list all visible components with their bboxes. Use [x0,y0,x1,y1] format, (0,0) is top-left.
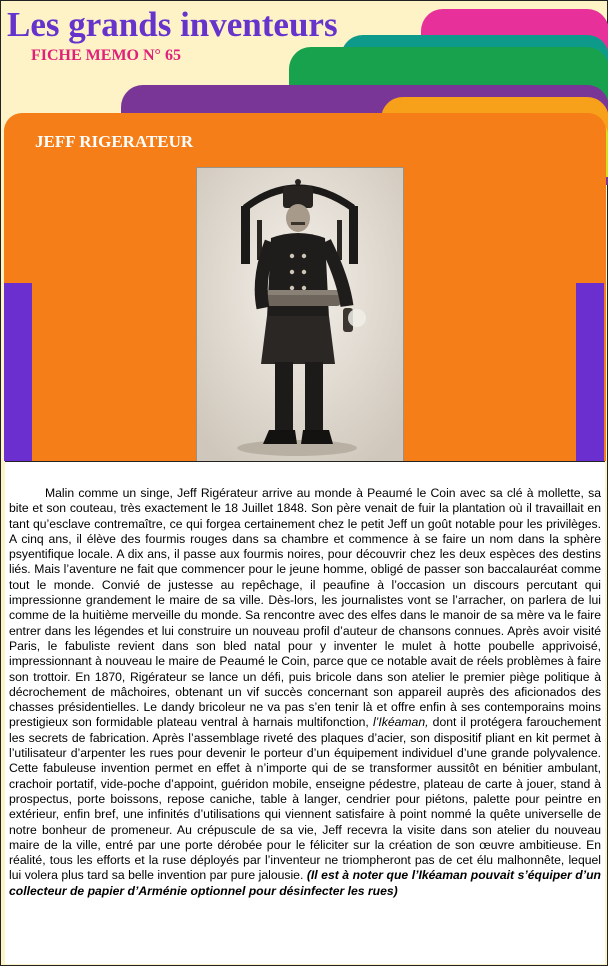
inventor-portrait [196,167,404,465]
right-violet-band [576,283,604,461]
article-body [9,486,601,899]
memo-number: FICHE MEMO N° 65 [31,47,181,64]
inventor-portrait-image [197,168,403,464]
article-note: (Il est à noter que l’Ikéaman pouvait s’équiper d’un collecteur de papier d’Arménie optionnel pour désinfecter les rues) [9,868,601,898]
article-box [5,461,605,964]
article-part-1: Malin comme un singe, Jeff Rigérateur arrive au monde à Peaumé le Coin avec sa clé à mollette, sa bite et son couteau, très exactement le 18 Juillet 1848. Son père venait de fuir la plantation où il travaillait en tant qu’esclave contremaître, ce qui forgea certainement chez le petit Jeff un goût notable pour les privilèges. A cinq ans, il élève des fourmis rouges dans sa chambre et commence à se faire un nom dans la sphère psyentifique locale. A dix ans, il passe aux fourmis noires, pour découvrir chez les deux espèces des destins liés. Mais l’aventure ne fait que commencer pour le jeune homme, obligé de passer son baccalauréat comme tout le monde. Convié de justesse au repêchage, il peaufine à l’occasion un discours percutant qui impressionne grandement le maire de sa ville. Dès-lors, les journalistes vont se l’arracher, on parlera de lui comme de la huitième merveille du monde. Sa rencontre avec des elfes dans le manoir de sa mère va le faire entrer dans les légendes et lui construire un nouveau profil d’auteur de chansons connues. Après avoir visité Paris, le fabuliste revient dans son bled natal pour y inventer le mulet à hotte poubelle apprivoisé, impressionnant à nouveau le maire de Peaumé le Coin, parce que ce notable avait de réels problèmes à faire son trottoir. En 1870, Rigérateur se lance un défi, puis bricole dans son atelier le premier piège politique à décrochement de mâchoires, obtenant un vif succès concernant son appareil auprès des aficionados des chasses présidentielles. Le dandy bricoleur ne va pas s’en tenir là et offre enfin à ses contemporains moins prestigieux son formidable plateau ventral à harnais multifonction, [9,486,601,730]
inventor-name: JEFF RIGERATEUR [35,132,194,151]
article-part-2: dont il protégera farouchement les secrets de fabrication. Après l’assemblage riveté des plaques d’acier, son dispositif pliant en kit permet à l’utilisateur d’arpenter les rues pour devenir le porteur d’un équipement individuel d’une grande polyvalence. Cette fabuleuse invention permet en effet à n’importe qui de se transformer aussitôt en bénitier ambulant, crachoir portatif, vide-poche d’appoint, guéridon mobile, enseigne pédestre, plateau de carte à jouer, stand à prospectus, porte boissons, repose caniche, table à langer, cendrier pour piétons, palette pour peintre en extérieur, enfin bref, une infinités d’utilisations qui viennent satisfaire à point nommé la quête universelle de notre bonheur de promeneur. Au crépuscule de sa vie, Jeff recevra la visite dans son atelier du nouveau maire de la ville, entré par une porte dérobée pour le féliciter sur la création de son œuvre ambitieuse. En réalité, tous les efforts et la ruse déployés par l’inventeur ne triompheront pas de cet élu malhonnête, lequel lui volera plus tard sa belle invention par pure jalousie. [9,715,602,883]
page-title: Les grands inventeurs [7,5,338,44]
left-violet-band [4,283,32,461]
product-name: l’Ikéaman, [372,715,429,730]
